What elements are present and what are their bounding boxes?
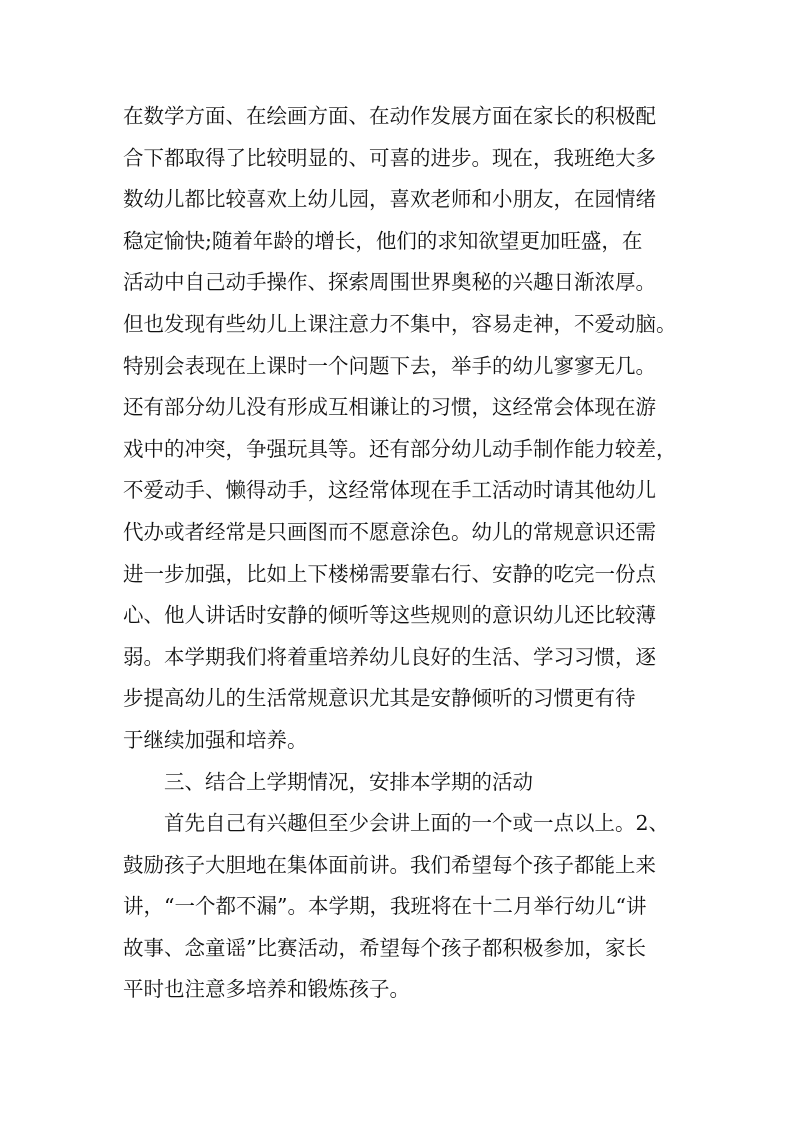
document-body [123,96,679,1011]
text-line: 但也发现有些幼儿上课注意力不集中，容易走神，不爱动脑。 [123,311,677,336]
text-line: 首先自己有兴趣但至少会讲上面的一个或一点以上。2、 [164,811,670,836]
text-line: 不爱动手、懒得动手，这经常体现在手工活动时请其他幼儿 [123,478,656,503]
text-line: 在数学方面、在绘画方面、在动作发展方面在家长的积极配 [123,104,656,128]
text-line: 代办或者经常是只画图而不愿意涂色。幼儿的常规意识还需 [123,519,656,544]
text-line: 特别会表现在上课时一个问题下去，举手的幼儿寥寥无几。 [123,353,656,378]
text-line: 活动中自己动手操作、探索周围世界奥秘的兴趣日渐浓厚。 [123,270,656,295]
text-line: 弱。本学期我们将着重培养幼儿良好的生活、学习习惯，逐 [123,644,656,669]
text-line: 合下都取得了比较明显的、可喜的进步。现在，我班绝大多 [123,145,656,170]
text-line: 进一步加强，比如上下楼梯需要靠右行、安静的吃完一份点 [123,561,656,586]
text-line: 心、他人讲话时安静的倾听等这些规则的意识幼儿还比较薄 [123,603,656,628]
section-heading: 三、结合上学期情况，安排本学期的活动 [164,769,533,794]
text-line: 稳定愉快;随着年龄的增长，他们的求知欲望更加旺盛，在 [123,228,643,253]
text-line: 故事、念童谣”比赛活动，希望每个孩子都积极参加，家长 [123,935,646,960]
text-line: 平时也注意多培养和锻炼孩子。 [123,977,410,1002]
text-line: 于继续加强和培养。 [123,727,308,752]
text-line: 鼓励孩子大胆地在集体面前讲。我们希望每个孩子都能上来 [123,852,656,877]
text-line: 数幼儿都比较喜欢上幼儿园，喜欢老师和小朋友，在园情绪 [123,187,656,212]
text-line: 步提高幼儿的生活常规意识尤其是安静倾听的习惯更有待 [123,686,636,711]
text-line: 还有部分幼儿没有形成互相谦让的习惯，这经常会体现在游 [123,395,656,420]
text-line: 讲，“一个都不漏”。本学期，我班将在十二月举行幼儿“讲 [123,894,647,919]
text-line: 戏中的冲突，争强玩具等。还有部分幼儿动手制作能力较差， [123,436,677,461]
